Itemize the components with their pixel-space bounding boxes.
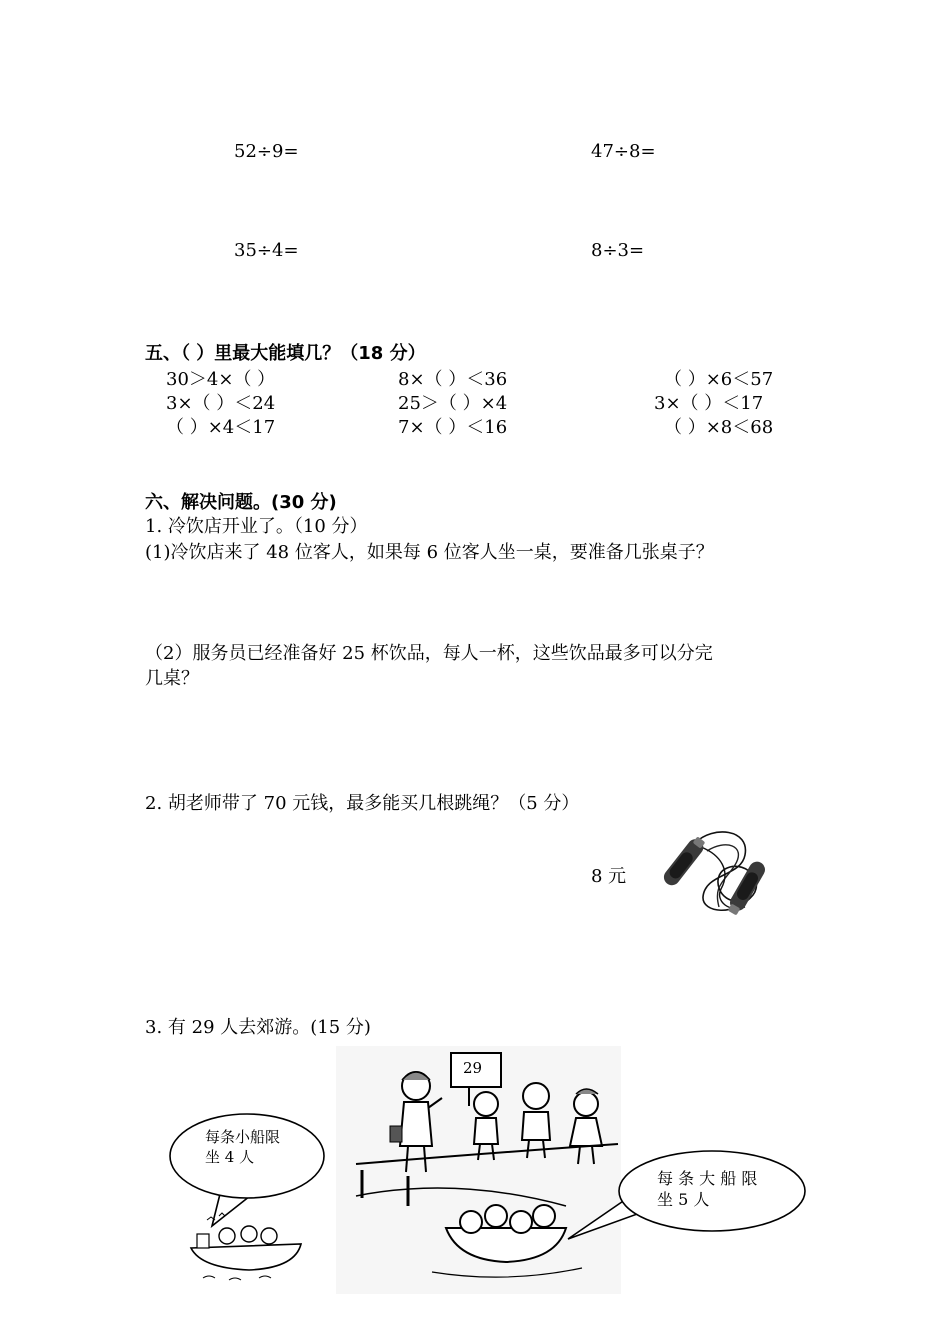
question-3-title: 3. 有 29 人去郊游。(15 分) <box>145 1017 371 1038</box>
jump-rope-price: 8 元 <box>591 866 627 887</box>
section-6-title: 六、解决问题。(30 分) <box>145 492 337 513</box>
group-sign-number: 29 <box>463 1059 483 1077</box>
small-boat-text-1: 每条小船限 <box>205 1128 281 1146</box>
small-boat-image <box>185 1212 310 1287</box>
section-5-title: 五、（ ）里最大能填几？（18 分） <box>145 343 426 364</box>
division-problem-1: 52÷9= <box>234 141 299 162</box>
group-sign <box>450 1052 502 1088</box>
fill-in-r3c2: 7×（ ）＜16 <box>398 417 508 438</box>
question-1-title: 1. 冷饮店开业了。（10 分） <box>145 516 368 537</box>
question-1-part-2-cont: 几桌？ <box>145 668 199 689</box>
jump-rope-image <box>655 815 775 925</box>
fill-in-r3c1: （ ）×4＜17 <box>166 417 276 438</box>
big-boat-text-1: 每 条 大 船 限 <box>657 1169 758 1188</box>
small-boat-text-2: 坐 4 人 <box>205 1148 255 1166</box>
question-2-title: 2. 胡老师带了 70 元钱，最多能买几根跳绳？（5 分） <box>145 793 580 814</box>
fill-in-r2c2: 25＞（ ）×4 <box>398 393 508 414</box>
fill-in-r1c2: 8×（ ）＜36 <box>398 369 508 390</box>
division-problem-4: 8÷3= <box>591 240 645 261</box>
question-1-part-1: (1)冷饮店来了 48 位客人，如果每 6 位客人坐一桌，要准备几张桌子？ <box>145 542 714 563</box>
fill-in-r1c3: （ ）×6＜57 <box>664 369 774 390</box>
division-problem-2: 47÷8= <box>591 141 656 162</box>
question-1-part-2: （2）服务员已经准备好 25 杯饮品，每人一杯，这些饮品最多可以分完 <box>145 643 713 664</box>
fill-in-r1c1: 30＞4×（ ） <box>166 369 276 390</box>
big-boat-text-2: 坐 5 人 <box>657 1190 710 1209</box>
division-problem-3: 35÷4= <box>234 240 299 261</box>
fill-in-r3c3: （ ）×8＜68 <box>664 417 774 438</box>
small-boat-bubble <box>160 1108 335 1228</box>
fill-in-r2c1: 3×（ ）＜24 <box>166 393 276 414</box>
fill-in-r2c3: 3×（ ）＜17 <box>654 393 764 414</box>
